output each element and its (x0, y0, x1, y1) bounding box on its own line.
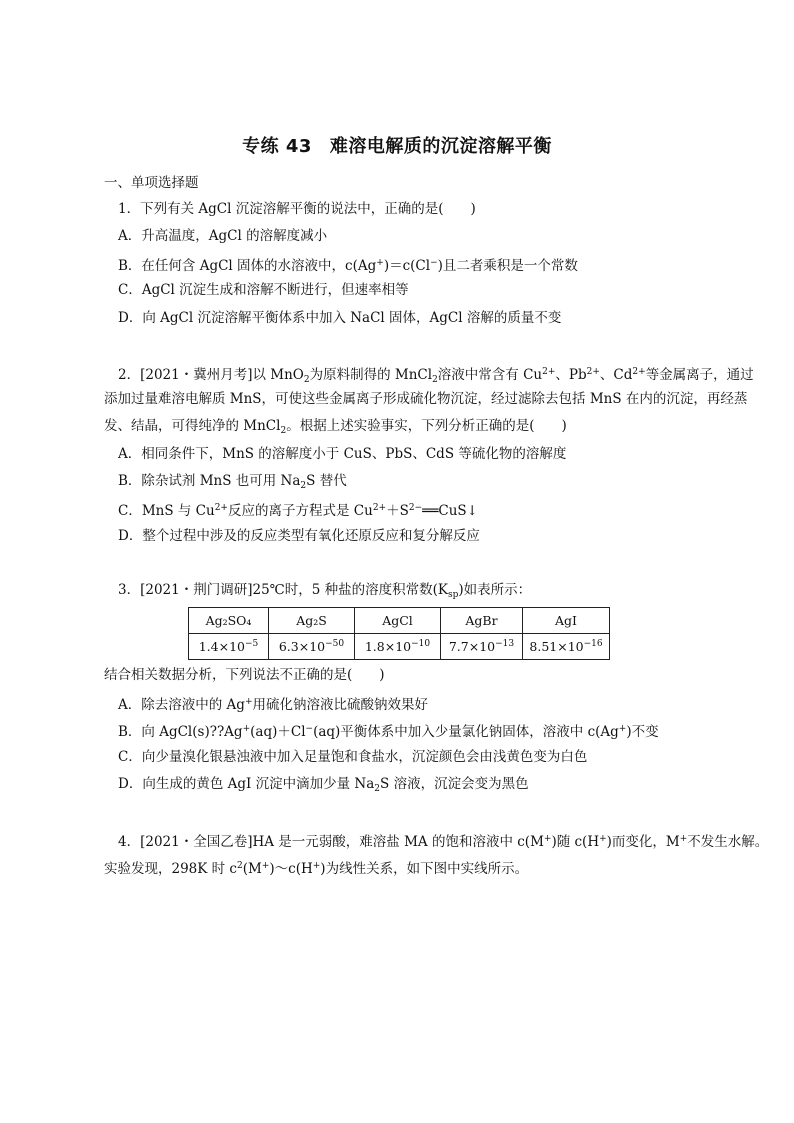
q1-option-b: B．在任何含 AgCl 固体的水溶液中，c(Ag+)＝c(Cl−)且二者乘积是一个常数 (118, 258, 578, 274)
table-header-cell: AgI (523, 608, 610, 634)
table-header-cell: Ag₂SO₄ (189, 608, 269, 634)
q3-stem: 3．[2021・荆门调研]25℃时，5 种盐的溶度积常数$(K_{sp})$如表所示： (118, 582, 532, 600)
q2-option-d: D．整个过程中涉及的反应类型有氧化还原反应和复分解反应 (118, 528, 480, 544)
q4-stem-line2: 实验发现，298K 时 $c^2(M^+)\sim c(H^+)$为线性关系，如下图中实线所示。 (104, 861, 529, 877)
table-header-row (189, 608, 610, 634)
q3-after-table: 结合相关数据分析，下列说法不正确的是( ) (104, 667, 385, 683)
q1-stem: 1．下列有关 AgCl 沉淀溶解平衡的说法中，正确的是( ) (118, 201, 476, 217)
q2-stem-line3: 发、结晶，可得纯净的 MnCl$_2$。根据上述实验事实，下列分析正确的是( ) (104, 418, 567, 436)
section-heading: 一、单项选择题 (104, 175, 199, 191)
q2-option-b: B．除杂试剂 MnS 也可用 $Na_2S$ 替代 (118, 473, 347, 491)
q3-option-a: A．除去溶液中的 Ag+用硫化钠溶液比硫酸钠效果好 (118, 697, 428, 713)
q3-option-b: B．向 AgCl(s)??Ag+(aq)＋Cl−(aq)平衡体系中加入少量氯化钠固体，溶液中 c(Ag+)不变 (118, 724, 659, 740)
q3-option-c: C．向少量溴化银悬浊液中加入足量饱和食盐水，沉淀颜色会由浅黄色变为白色 (118, 749, 588, 765)
q1-option-a: A．升高温度，AgCl 的溶解度减小 (118, 228, 328, 244)
table-header-cell: AgCl (355, 608, 441, 634)
table-cell: $7.7\times 10^{-13}$ (441, 634, 523, 660)
page-title (0, 132, 794, 158)
ksp-table (188, 607, 610, 660)
table-row (189, 634, 610, 660)
table-header-cell: Ag₂S (269, 608, 355, 634)
q1-option-d: D．向 AgCl 沉淀溶解平衡体系中加入 NaCl 固体，AgCl 溶解的质量不变 (118, 310, 562, 326)
table-cell: $8.51\times 10^{-16}$ (523, 634, 610, 660)
q1-option-c: C．AgCl 沉淀生成和溶解不断进行，但速率相等 (118, 282, 409, 298)
q2-option-a: A．相同条件下，MnS 的溶解度小于 CuS、PbS、CdS 等硫化物的溶解度 (118, 446, 567, 462)
q3-option-d: D．向生成的黄色 AgI 沉淀中滴加少量 $Na_2S$ 溶液，沉淀会变为黑色 (118, 776, 529, 794)
q2-stem-line1: 2．[2021・冀州月考]以 MnO$_2$为原料制得的 MnCl$_2$溶液中常含有 $Cu^{2+}$、$Pb^{2+}$、$Cd^{2+}$等金属离子，通过 (118, 367, 754, 385)
title-prefix: 专练 43 (242, 136, 312, 157)
q2-option-c: C．MnS 与 $Cu^{2+}$反应的离子方程式是 $Cu^{2+}+S^{2-}══CuS↓$ (118, 503, 478, 519)
q2-stem-line2: 添加过量难溶电解质 MnS，可使这些金属离子形成硫化物沉淀，经过滤除去包括 MnS 在内的沉淀，再经蒸 (104, 391, 748, 407)
title-main: 难溶电解质的沉淀溶解平衡 (329, 136, 552, 157)
table-cell: $1.4\times 10^{-5}$ (189, 634, 269, 660)
table-cell: $1.8\times 10^{-10}$ (355, 634, 441, 660)
table-header-cell: AgBr (441, 608, 523, 634)
table-cell: $6.3\times 10^{-50}$ (269, 634, 355, 660)
q4-stem-line1: 4．[2021・全国乙卷]HA 是一元弱酸，难溶盐 MA 的饱和溶液中 c(M+)随 c(H+)而变化，M+不发生水解。 (118, 834, 769, 850)
